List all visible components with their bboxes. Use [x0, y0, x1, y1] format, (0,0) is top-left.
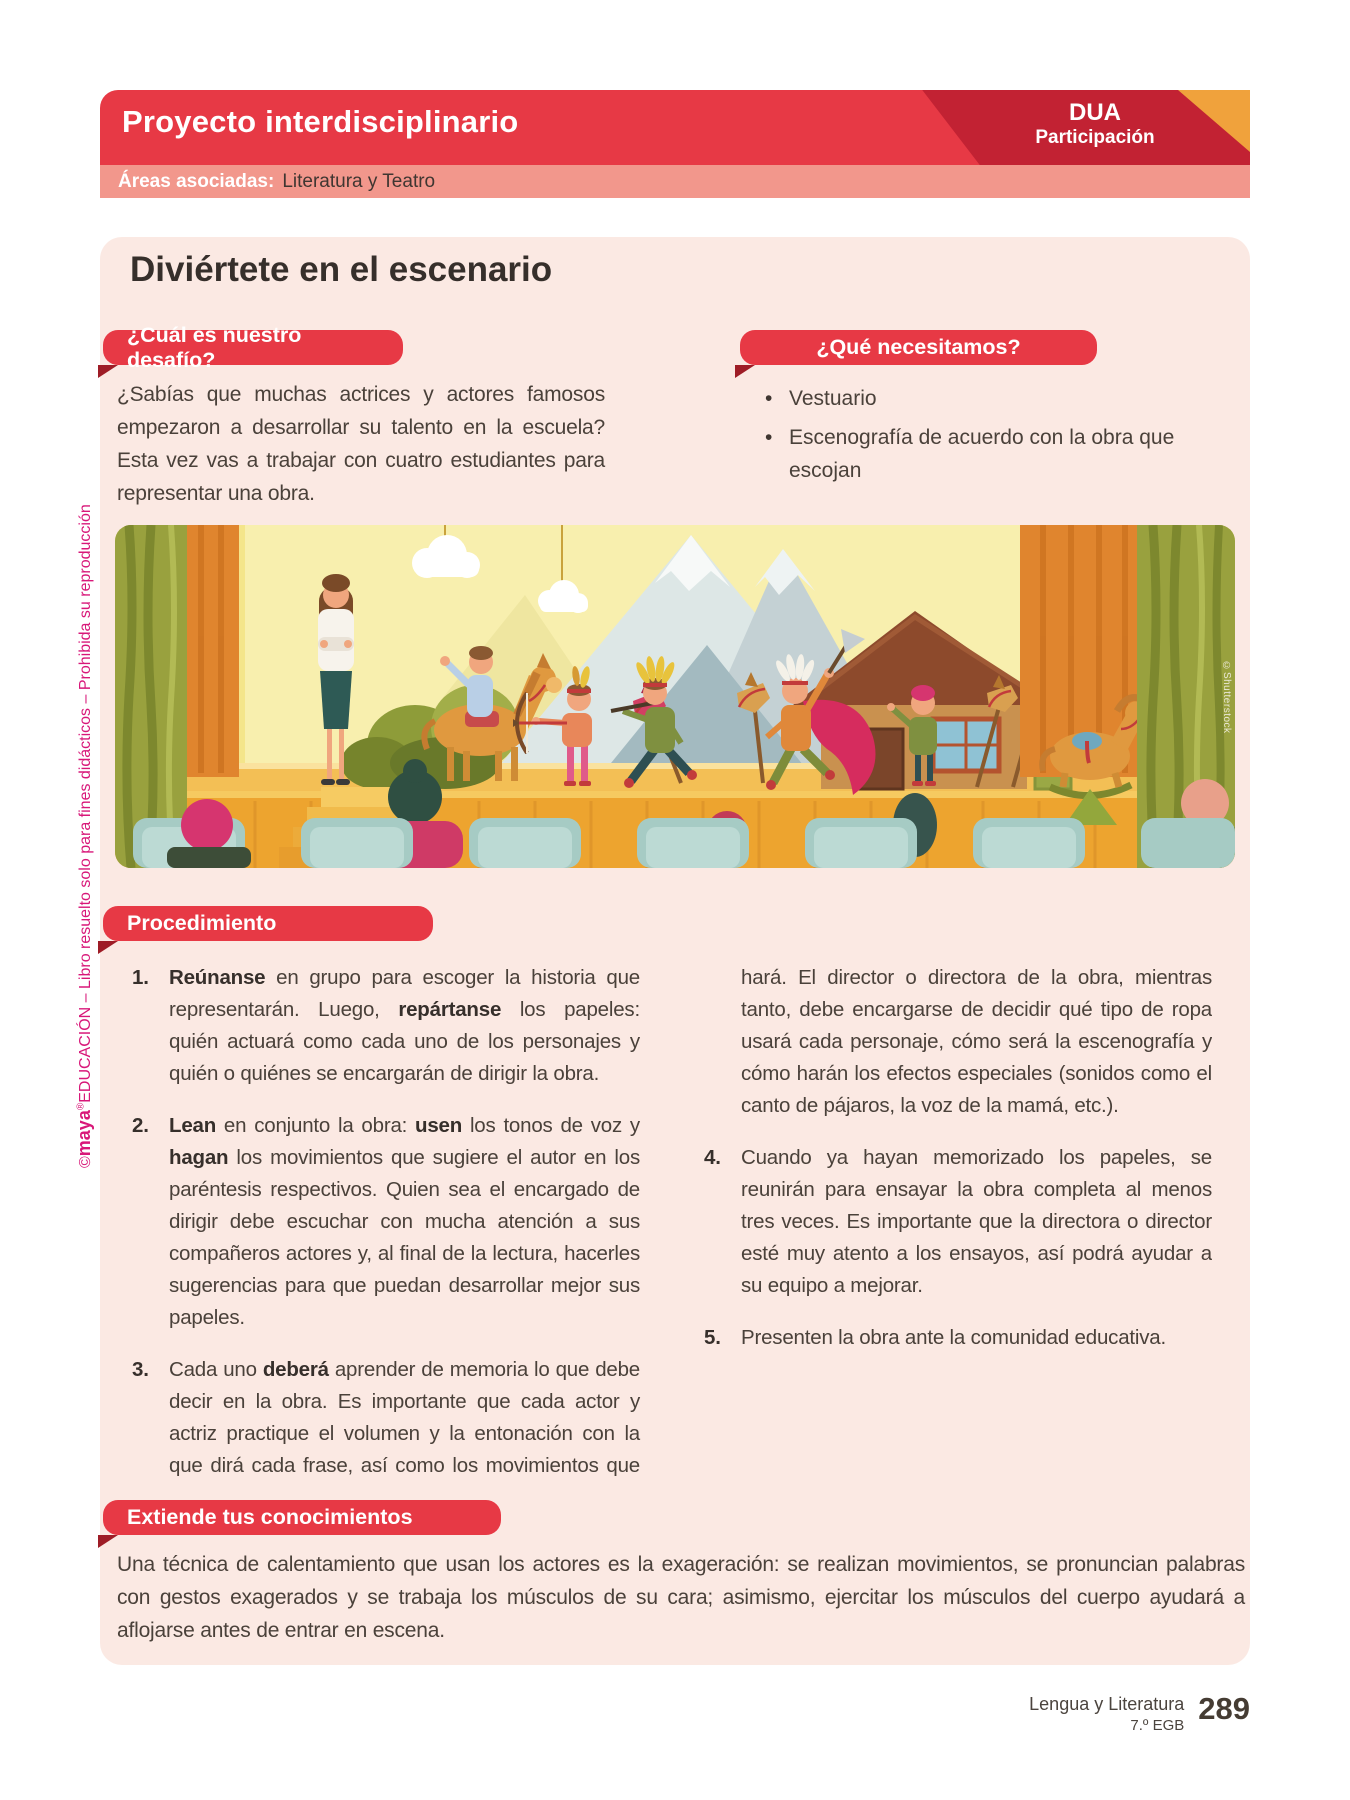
- registered-mark: ®: [75, 1102, 87, 1111]
- extend-paragraph: Una técnica de calentamiento que usan los actores es la exageración: se realizan movimientos, se pronuncian palabras con gestos exagerados y se trabaja los músculos de su cara; asimismo, ejercitar los músculos del cuerpo ayudará a aflojarse antes de entrar en escena.: [117, 1553, 1245, 1642]
- procedure-step: 1. Reúnanse en grupo para escoger la historia que representarán. Luego, repártanse los papeles: quién actuará como cada uno de los personajes y quién o quiénes se encargarán de dirigir la obra.: [132, 962, 640, 1090]
- extend-pill: [103, 1500, 501, 1535]
- footer-grade: 7.º EGB: [1130, 1717, 1185, 1735]
- procedure-steps: [132, 962, 1212, 1507]
- copyright-sidebar: [74, 408, 95, 1168]
- footer-page-number: 289: [1198, 1691, 1250, 1726]
- areas-label: Áreas asociadas:: [118, 170, 275, 192]
- needs-heading: ¿Qué necesitamos?: [816, 335, 1021, 359]
- illustration-credit: ©Shutterstock: [1221, 659, 1232, 734]
- needs-pill: [740, 330, 1097, 365]
- footer-text: [1029, 1692, 1184, 1737]
- step-number: 2.: [132, 1114, 149, 1137]
- step-number: 5.: [704, 1326, 721, 1349]
- needs-item: • Escenografía de acuerdo con la obra que escojan: [763, 421, 1231, 487]
- extend-heading: Extiende tus conocimientos: [127, 1505, 413, 1529]
- footer-subject: Lengua y Literatura: [1029, 1694, 1185, 1714]
- needs-list: [763, 382, 1231, 493]
- step-number: 1.: [132, 966, 149, 989]
- needs-item: • Vestuario: [763, 382, 1231, 415]
- stage-illustration-frame: [115, 525, 1235, 868]
- areas-band: [100, 165, 1250, 198]
- challenge-heading: ¿Cuál es nuestro desafío?: [127, 322, 302, 372]
- publisher-logo: maya: [74, 1110, 94, 1157]
- step-number: 3.: [132, 1358, 149, 1381]
- header-title: Proyecto interdisciplinario: [122, 104, 519, 139]
- procedure-step: 3. Cada uno deberá aprender de memoria lo que debe decir en la obra. Es importante que cada actor y actriz practique el volumen y la entonación con la que dirá cada frase, así como los movimientos que hará. El director o directora de la obra, mientras tanto, debe encargarse de decidir qué tipo de ropa usará cada personaje, cómo será la escenografía y cómo harán los efectos especiales (sonidos como el canto de pájaros, la voz de la mamá, etc.).: [132, 966, 1212, 1477]
- procedure-step: 2. Lean en conjunto la obra: usen los tonos de voz y hagan los movimientos que sugiere el autor en los paréntesis respectivos. Quien sea el encargado de dirigir debe escuchar con mucha atención a sus compañeros actores y, al final de la lectura, hacerles sugerencias para que puedan desarrollar mejor sus papeles.: [132, 1110, 640, 1334]
- procedure-pill: [103, 906, 433, 941]
- procedure-step: 5. Presenten la obra ante la comunidad educativa.: [704, 1322, 1212, 1354]
- copyright-text: EDUCACIÓN – Libro resuelto solo para fines didácticos – Prohibida su reproducción: [77, 504, 94, 1103]
- step-number: 4.: [704, 1146, 721, 1169]
- dua-badge: [1020, 99, 1170, 148]
- header-banner: [100, 90, 1250, 165]
- footer: [1029, 1692, 1250, 1737]
- procedure-step: 4. Cuando ya hayan memorizado los papeles, se reunirán para ensayar la obra completa al menos tres veces. Es importante que la directora o director esté muy atento a los ensayos, así podrá ayudar a su equipo a mejorar.: [704, 1142, 1212, 1302]
- challenge-paragraph: ¿Sabías que muchas actrices y actores famosos empezaron a desarrollar su talento en la escuela? Esta vez vas a trabajar con cuatro estudiantes para representar una obra.: [117, 383, 605, 505]
- dua-sublabel: Participación: [1035, 126, 1155, 148]
- challenge-pill: [103, 322, 403, 372]
- dua-label: DUA: [1069, 99, 1121, 126]
- procedure-heading: Procedimiento: [127, 911, 277, 935]
- areas-value: Literatura y Teatro: [282, 170, 436, 192]
- page-title: Diviértete en el escenario: [130, 250, 553, 289]
- stage-illustration: [115, 525, 1235, 868]
- copyright-symbol: ©: [77, 1156, 94, 1168]
